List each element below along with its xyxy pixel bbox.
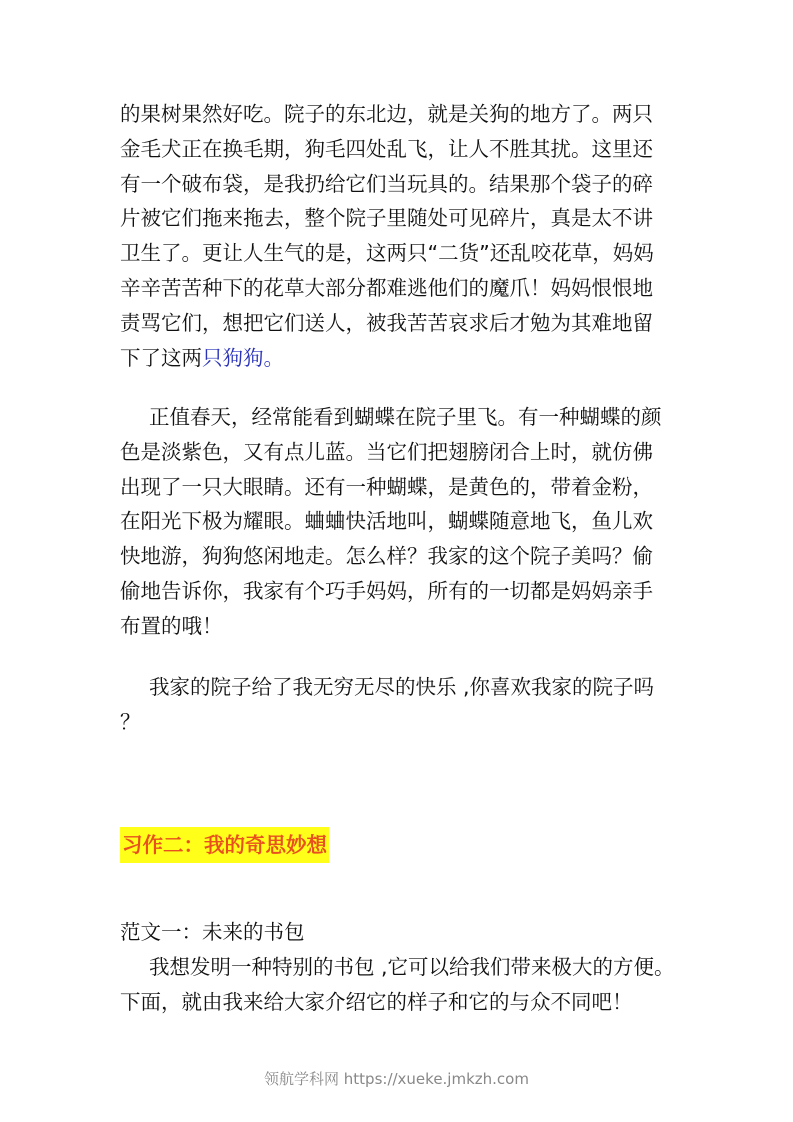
paragraph-1 xyxy=(120,97,690,375)
text-line: 卫生了。更让人生气的是，这两只“二货”还乱咬花草，妈妈 xyxy=(120,241,654,266)
text-line: 正值春天，经常能看到蝴蝶在院子里飞。有一种蝴蝶的颜 xyxy=(149,405,662,429)
text-line: 布置的哦！ xyxy=(120,613,223,638)
paragraph-3 xyxy=(120,670,690,740)
essay xyxy=(120,915,690,1019)
text-line: 出现了一只大眼睛。还有一种蝴蝶，是黄色的，带着金粉， xyxy=(120,474,653,499)
text-line: 金毛犬正在换毛期，狗毛四处乱飞，让人不胜其扰。这里还 xyxy=(120,136,653,161)
essay-title: 范文一：未来的书包 xyxy=(120,920,305,944)
text-line: 有一个破布袋，是我扔给它们当玩具的。结果那个袋子的碎 xyxy=(120,171,653,196)
text-line: ？ xyxy=(120,709,141,734)
text-line: 色是淡紫色，又有点儿蓝。当它们把翅膀闭合上时，就仿佛 xyxy=(120,439,653,464)
text-line: 的果树果然好吃。院子的东北边，就是关狗的地方了。两只 xyxy=(120,102,653,126)
text-line: 责骂它们，想把它们送人，被我苦苦哀求后才勉为其难地留 xyxy=(120,310,653,335)
text-line: 偷地告诉你，我家有个巧手妈妈，所有的一切都是妈妈亲手 xyxy=(120,578,653,603)
footer-watermark: 领航学科网 https://xueke.jmkzh.com xyxy=(264,1070,529,1088)
text-line: 片被它们拖来拖去，整个院子里随处可见碎片，真是太不讲 xyxy=(120,206,653,231)
text-line: 在阳光下极为耀眼。蛐蛐快活地叫，蝴蝶随意地飞，鱼儿欢 xyxy=(120,509,653,534)
text-line: 我想发明一种特别的书包 ,它可以给我们带来极大的方便。 xyxy=(149,954,675,979)
blue-text-segment: 只狗狗。 xyxy=(202,345,284,370)
text-line: 快地游，狗狗悠闲地走。怎么样？我家的这个院子美吗？偷 xyxy=(120,544,653,569)
text-segment: 下了这两 xyxy=(120,345,202,370)
text-line: 辛辛苦苦种下的花草大部分都难逃他们的魔爪！妈妈恨恨地 xyxy=(120,275,653,300)
section-heading: 习作二：我的奇思妙想 xyxy=(120,827,329,863)
text-line: 下面，就由我来给大家介绍它的样子和它的与众不同吧！ xyxy=(120,989,633,1014)
text-line xyxy=(120,341,690,376)
text-line: 我家的院子给了我无穷无尽的快乐 ,你喜欢我家的院子吗 xyxy=(149,675,655,699)
paragraph-2 xyxy=(120,400,690,644)
